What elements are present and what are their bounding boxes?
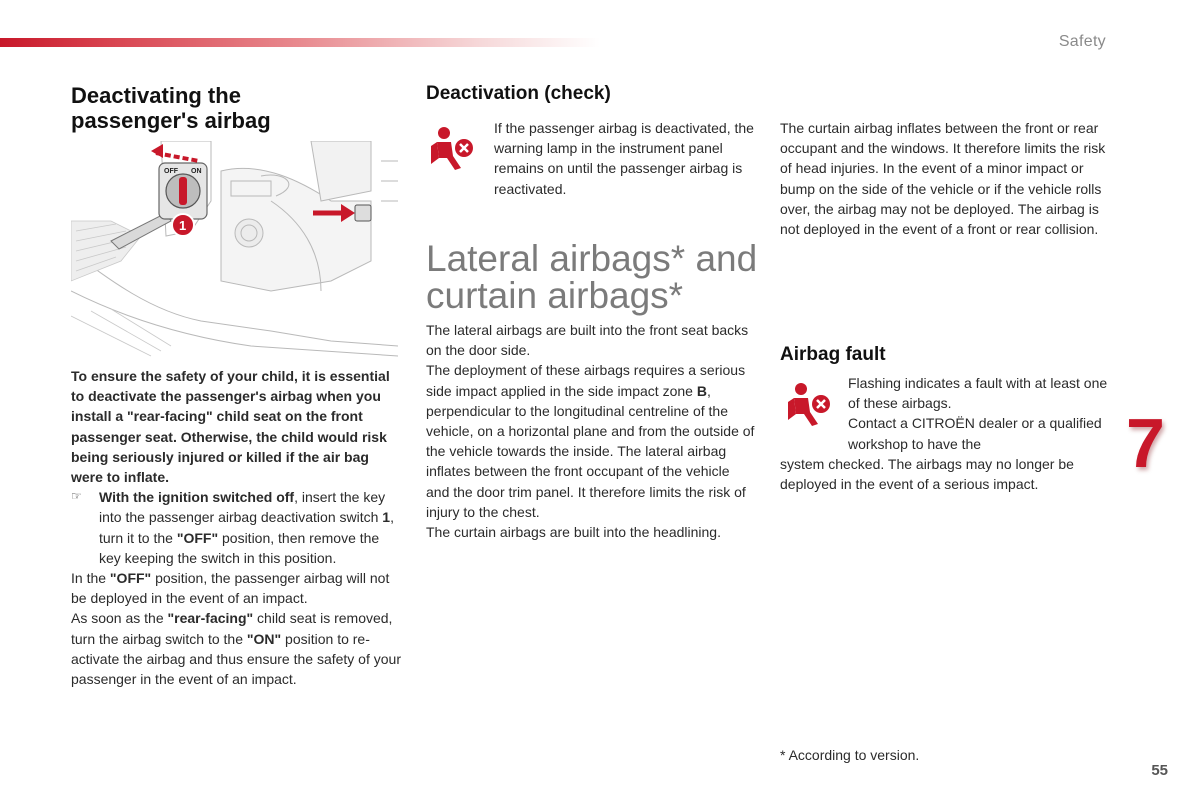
fault-text-block [848,373,1110,454]
fault-contact-text: Contact a CITROËN dealer or a qualified workshop to have the [848,415,1102,452]
hand-pointer-icon: ☞ [71,489,82,504]
deactivation-check-text: If the passenger airbag is deactivated, the warning lamp in the instrument panel remains on until the passenger airbag is reactivated. [494,120,754,197]
page-title: Deactivating the passenger's airbag [71,83,271,133]
deactivation-check-heading-block [426,83,756,105]
airbag-fault-heading: Airbag fault [780,344,886,365]
airbag-switch-illustration [71,141,398,359]
header-gradient-bar [0,38,600,47]
curtain-airbag-text: The curtain airbag inflates between the front or rear occupant and the windows. It therefore limits the risk of head injuries. In the event of a minor impact or bump on the side of the vehicle or if the vehicle rolls over, the airbag may not be deployed. The airbag is not deployed in the event of a front or rear collision. [780,120,1106,238]
lateral-body [426,320,756,542]
switch-off-label: OFF [164,168,178,175]
switch-on-label: ON [191,168,202,175]
fault-flashing-text: Flashing indicates a fault with at least one of these airbags. [848,375,1108,412]
curtain-location-text: The curtain airbags are built into the headlining. [426,524,721,541]
left-title-block [71,83,321,133]
airbag-fault-heading-block [780,344,1100,366]
lateral-title-block [426,240,766,314]
instruction-text: With the ignition switched off, insert the key into the passenger airbag deactivation switch 1, turn it to the "OFF" position, then remove the key keeping the switch in this position. [99,489,394,566]
deactivation-check-text-block [494,118,754,199]
chapter-number: 7 [1126,404,1165,482]
footnote: * According to version. [780,747,920,763]
dashboard-drawing [71,141,398,359]
reactivate-text: As soon as the "rear-facing" child seat is removed, turn the airbag switch to the "ON" position to re-activate the airbag and thus ensure the safety of your passenger in the event of an impact. [71,610,401,688]
section-label: Safety [1058,33,1106,50]
left-body [71,366,401,689]
footnote-block [780,745,1080,765]
page-number: 55 [1151,762,1168,779]
airbag-warning-icon [427,124,477,177]
airbag-fault-icon [784,380,834,433]
rotate-arrow-icon [151,144,163,158]
lateral-deployment-text: The deployment of these airbags requires a serious side impact applied in the side impact zone B, perpendicular to the longitudinal centreline of the vehicle, on a horizontal plane and from the outside of the vehicle towards the inside. The lateral airbag inflates between the front occupant of the vehicle and the door trim panel. It therefore limits the risk of injury to the chest. [426,362,755,520]
child-safety-warning: To ensure the safety of your child, it is essential to deactivate the passenger's airbag when you install a "rear-facing" child seat on the front passenger seat. Otherwise, the child would risk being seriously injured or killed if the air bag were to inflate. [71,368,390,486]
instruction-bullet [71,487,401,568]
callout-number: 1 [179,218,187,233]
off-position-text: In the "OFF" position, the passenger airbag will not be deployed in the event of an impact. [71,570,390,607]
fault-check-text: system checked. The airbags may no longer be deployed in the event of a serious impact. [780,456,1074,493]
lateral-airbags-title: Lateral airbags* and curtain airbags* [426,238,758,316]
curtain-text-block [780,118,1108,239]
lateral-location-text: The lateral airbags are built into the front seat backs on the door side. [426,322,749,359]
deactivation-check-heading: Deactivation (check) [426,83,611,104]
fault-continued-block [780,454,1110,494]
